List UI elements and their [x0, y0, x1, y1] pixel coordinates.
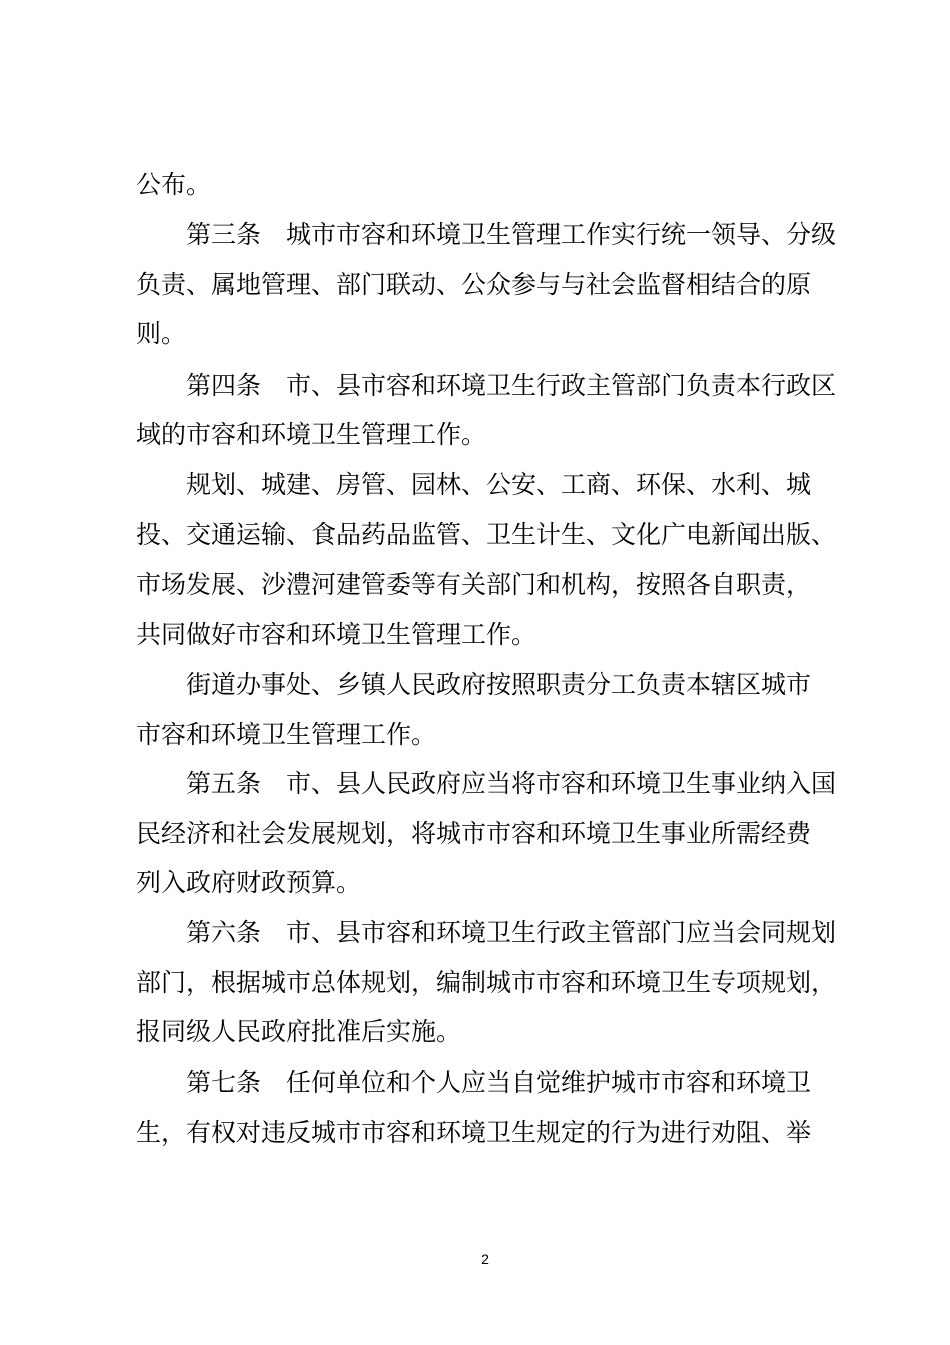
text-line: 域的市容和环境卫生管理工作。	[136, 420, 487, 449]
text-line: 第七条 任何单位和个人应当自觉维护城市市容和环境卫	[186, 1068, 812, 1097]
text-line: 则。	[136, 319, 187, 348]
text-line: 共同做好市容和环境卫生管理工作。	[136, 620, 537, 649]
text-line: 第五条 市、县人民政府应当将市容和环境卫生事业纳入国	[186, 769, 837, 798]
text-line: 规划、城建、房管、园林、公安、工商、环保、水利、城	[186, 470, 812, 499]
text-line: 第六条 市、县市容和环境卫生行政主管部门应当会同规划	[186, 918, 837, 947]
text-line: 部门，根据城市总体规划，编制城市市容和环境卫生专项规划，	[136, 968, 837, 997]
text-line: 市场发展、沙澧河建管委等有关部门和机构，按照各自职责，	[136, 570, 812, 599]
text-line: 负责、属地管理、部门联动、公众参与与社会监督相结合的原	[136, 270, 812, 299]
text-line: 列入政府财政预算。	[136, 868, 362, 897]
text-line: 公布。	[136, 170, 212, 199]
text-line: 民经济和社会发展规划，将城市市容和环境卫生事业所需经费	[136, 819, 812, 848]
text-line: 报同级人民政府批准后实施。	[136, 1017, 462, 1046]
text-line: 市容和环境卫生管理工作。	[136, 720, 437, 749]
text-line: 生，有权对违反城市市容和环境卫生规定的行为进行劝阻、举	[136, 1118, 812, 1147]
page-number: 2	[481, 1251, 489, 1267]
text-line: 街道办事处、乡镇人民政府按照职责分工负责本辖区城市	[186, 670, 812, 699]
text-line: 投、交通运输、食品药品监管、卫生计生、文化广电新闻出版、	[136, 520, 837, 549]
text-line: 第四条 市、县市容和环境卫生行政主管部门负责本行政区	[186, 371, 837, 400]
text-line: 第三条 城市市容和环境卫生管理工作实行统一领导、分级	[186, 220, 837, 249]
